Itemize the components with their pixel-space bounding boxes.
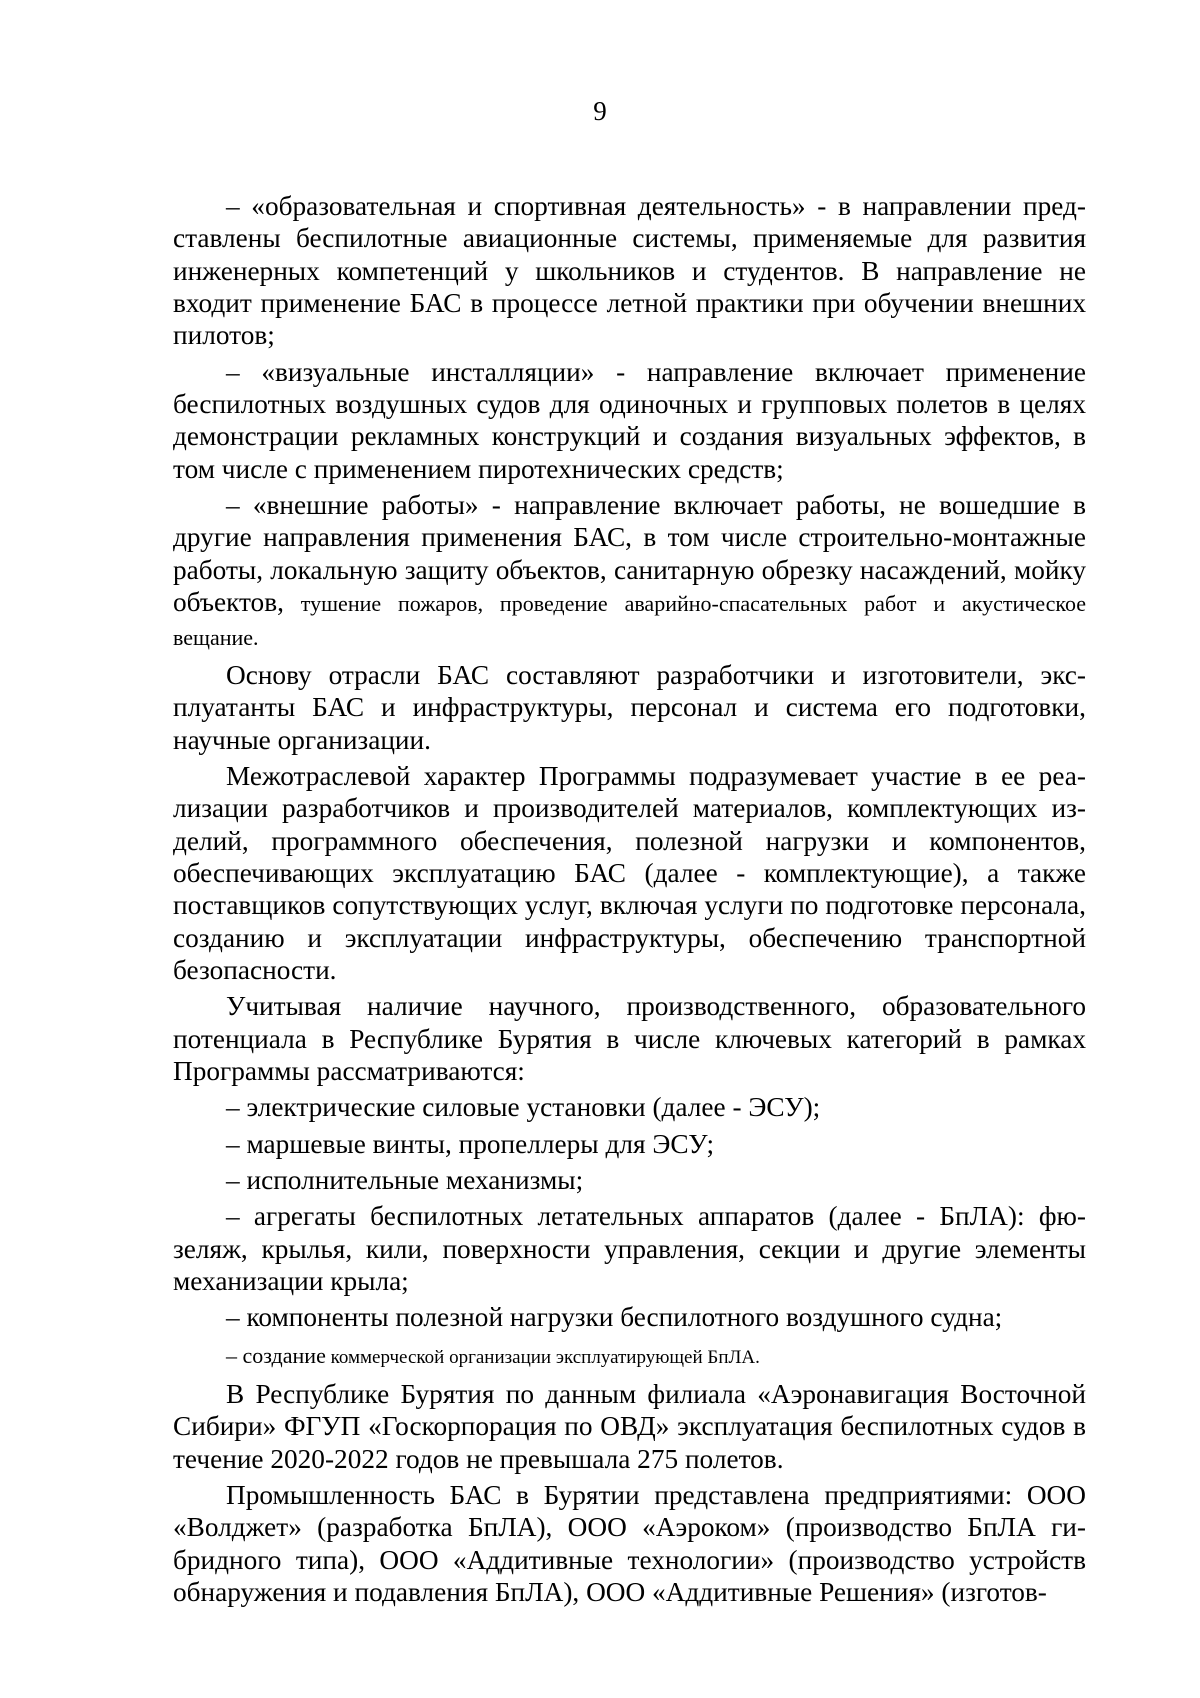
paragraph-external-works-small: тушение пожаров, проведение аварийно-спасательных работ и акустическое вещание. bbox=[173, 591, 1086, 651]
paragraph-industry-basis: Основу отрасли БАС составляют разработчики и изготовители, эксплуатанты БАС и инфраструктуры, персонал и система его подготовки, научные организации. bbox=[173, 659, 1086, 755]
page-number: 9 bbox=[593, 96, 607, 126]
list-item-commercial-org-main: – создание bbox=[226, 1342, 326, 1368]
list-item-commercial-org bbox=[173, 1338, 1086, 1374]
paragraph-key-categories: Учитывая наличие научного, производственного, образовательного потенциала в Республике Бурятия в числе ключевых категорий в рамках Программы рассматриваются: bbox=[173, 991, 1086, 1086]
paragraph-education-sport: – «образовательная и спортивная деятельность» - в направлении представлены беспилотные авиационные системы, применяемые для развития инженерных компетенций у школьников и студентов. В направление не входит применение БАС в процессе летной практики при обучении внешних пилотов; bbox=[173, 191, 1086, 351]
paragraph-external-works bbox=[173, 489, 1086, 655]
paragraph-buryatia-flights: В Республике Бурятия по данным филиала «Аэронавигация Восточной Сибири» ФГУП «Госкорпорация по ОВД» эксплуатация беспилотных судов в течение 2020-2022 годов не превышала 275 полетов. bbox=[173, 1379, 1086, 1474]
list-item-actuators: – исполнительные механизмы; bbox=[226, 1164, 584, 1195]
list-item-propellers: – маршевые винты, пропеллеры для ЭСУ; bbox=[226, 1128, 715, 1159]
paragraph-intersectoral: Межотраслевой характер Программы подразумевает участие в ее реализации разработчиков и производителей материалов, комплектующих изделий, программного обеспечения, полезной нагрузки и компонентов, обеспечивающих эксплуатацию БАС (далее - комплектующие), а также поставщиков сопутствующих услуг, включая услуги по подготовке персонала, созданию и эксплуатации инфраструктуры, обеспечению транспортной безопасности. bbox=[173, 760, 1086, 985]
list-item-uav-units: – агрегаты беспилотных летательных аппаратов (далее - БпЛА): фюзеляж, крылья, кили, поверхности управления, секции и другие элементы механизации крыла; bbox=[173, 1201, 1086, 1296]
list-item-commercial-org-small: коммерческой организации эксплуатирующей БпЛА. bbox=[325, 1346, 760, 1368]
list-item-power-units: – электрические силовые установки (далее - ЭСУ); bbox=[226, 1092, 821, 1123]
paragraph-buryatia-industry: Промышленность БАС в Бурятии представлена предприятиями: ООО «Волджет» (разработка БпЛА), ООО «Аэроком» (производство БпЛА гибридного типа), ООО «Аддитивные технологии» (производство устройств обнаружения и подавления БпЛА), ООО «Аддитивные Решения» (изготов- bbox=[173, 1480, 1086, 1608]
list-item-payload: – компоненты полезной нагрузки беспилотного воздушного судна; bbox=[226, 1302, 1003, 1333]
paragraph-visual-installations: – «визуальные инсталляции» - направление включает применение беспилотных воздушных судов для одиночных и групповых полетов в целях демонстрации рекламных конструкций и создания визуальных эффектов, в том числе с применением пиротехнических средств; bbox=[173, 356, 1086, 484]
document-body bbox=[173, 190, 1086, 1608]
paragraph-external-works-main: – «внешние работы» - направление включает работы, не вошедшие в другие направления применения БАС, в том числе строительно-монтажные работы, локальную защиту объектов, санитарную обрезку насаждений, мойку объектов, bbox=[173, 490, 1086, 618]
